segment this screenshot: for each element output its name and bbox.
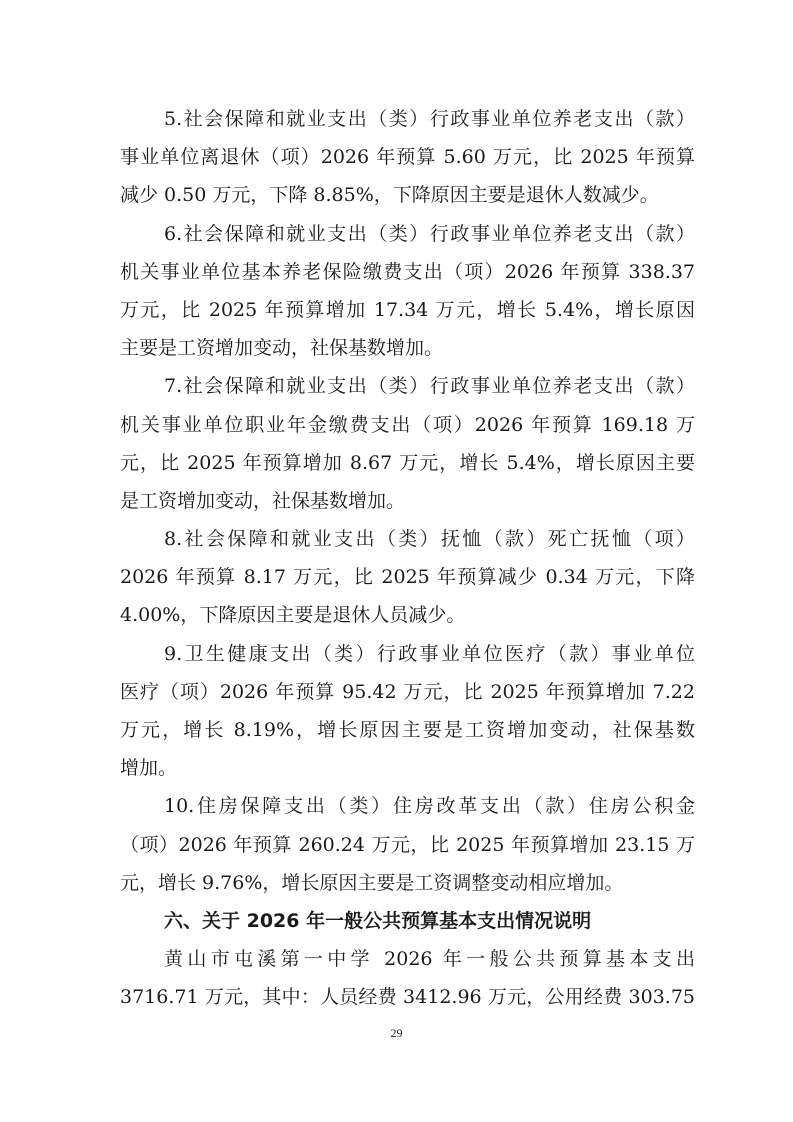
text-line: 9.卫生健康支出（类）行政事业单位医疗（款）事业单位 xyxy=(164,642,695,665)
text-line: （项）2026 年预算 260.24 万元，比 2025 年预算增加 23.15 万 xyxy=(120,833,695,856)
text-line: 4.00%，下降原因主要是退休人员减少。 xyxy=(120,604,466,627)
text-line: 黄山市屯溪第一中学 2026 年一般公共预算基本支出 xyxy=(164,948,695,971)
text-line: 2026 年预算 8.17 万元，比 2025 年预算减少 0.34 万元，下降 xyxy=(120,566,695,589)
text-line: 元，比 2025 年预算增加 8.67 万元，增长 5.4%，增长原因主要 xyxy=(120,451,695,474)
text-line: 事业单位离退休（项）2026 年预算 5.60 万元，比 2025 年预算 xyxy=(120,146,695,169)
text-line: 元，增长 9.76%，增长原因主要是工资调整变动相应增加。 xyxy=(120,871,624,894)
text-line: 主要是工资增加变动，社保基数增加。 xyxy=(120,337,444,360)
paragraph-item-7 xyxy=(120,367,695,520)
paragraph-item-6 xyxy=(120,215,695,368)
text-line: 5.社会保障和就业支出（类）行政事业单位养老支出（款） xyxy=(164,108,695,130)
paragraph-item-9 xyxy=(120,635,695,788)
text-line: 减少 0.50 万元，下降 8.85%，下降原因主要是退休人数减少。 xyxy=(120,184,659,207)
text-line: 10.住房保障支出（类）住房改革支出（款）住房公积金 xyxy=(164,795,695,818)
document-body xyxy=(120,100,695,1017)
paragraph-item-10 xyxy=(120,787,695,902)
page-number: 29 xyxy=(390,1026,403,1040)
text-line: 7.社会保障和就业支出（类）行政事业单位养老支出（款） xyxy=(164,375,695,398)
text-line: 增加。 xyxy=(120,757,178,780)
text-line: 8.社会保障和就业支出（类）抚恤（款）死亡抚恤（项） xyxy=(164,528,695,551)
text-line: 3716.71 万元，其中：人员经费 3412.96 万元，公用经费 303.75 xyxy=(120,986,695,1009)
text-line: 是工资增加变动，社保基数增加。 xyxy=(120,489,406,512)
text-line: 机关事业单位职业年金缴费支出（项）2026 年预算 169.18 万 xyxy=(120,413,695,436)
text-line: 机关事业单位基本养老保险缴费支出（项）2026 年预算 338.37 xyxy=(120,260,695,283)
paragraph-item-5 xyxy=(120,100,695,215)
text-line: 医疗（项）2026 年预算 95.42 万元，比 2025 年预算增加 7.22 xyxy=(120,680,695,703)
text-line: 万元，比 2025 年预算增加 17.34 万元，增长 5.4%，增长原因 xyxy=(120,298,695,321)
text-line: 6.社会保障和就业支出（类）行政事业单位养老支出（款） xyxy=(164,222,695,245)
paragraph-item-8 xyxy=(120,520,695,635)
section-heading: 六、关于 2026 年一般公共预算基本支出情况说明 xyxy=(164,909,592,932)
paragraph-basic-expenditure xyxy=(120,940,695,1016)
text-line: 万元，增长 8.19%，增长原因主要是工资增加变动，社保基数 xyxy=(120,719,695,741)
